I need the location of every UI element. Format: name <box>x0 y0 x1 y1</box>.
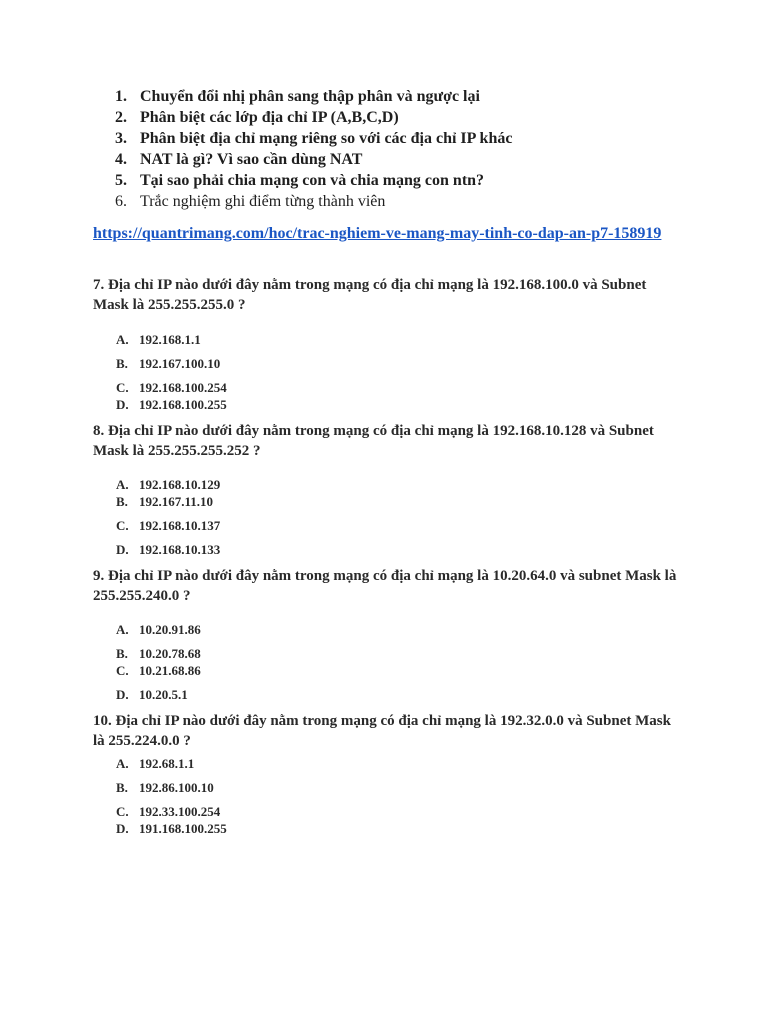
option-letter: A. <box>116 622 129 637</box>
option-d[interactable] <box>116 821 227 837</box>
question-9: 9. Địa chỉ IP nào dưới đây nằm trong mạng có địa chỉ mạng là 10.20.64.0 và subnet Mask là 255.255.240.0 ? <box>93 568 677 604</box>
option-letter: B. <box>116 494 128 509</box>
topic-text: NAT là gì? Vì sao cần dùng NAT <box>140 151 363 168</box>
topic-number: 2. <box>115 109 127 126</box>
option-d[interactable] <box>116 687 188 703</box>
topic-number: 5. <box>115 172 127 189</box>
question-7: 7. Địa chỉ IP nào dưới đây nằm trong mạng có địa chỉ mạng là 192.168.100.0 và Subnet Mask là 255.255.255.0 ? <box>93 277 647 313</box>
option-letter: B. <box>116 646 128 661</box>
option-c[interactable] <box>116 518 220 534</box>
option-letter: D. <box>116 542 129 557</box>
option-letter: C. <box>116 380 129 395</box>
topic-item <box>93 170 713 191</box>
option-value: 191.168.100.255 <box>139 821 227 836</box>
option-value: 192.168.100.254 <box>139 380 227 395</box>
option-value: 10.20.5.1 <box>139 687 188 702</box>
option-c[interactable] <box>116 663 201 679</box>
topic-item <box>93 128 713 149</box>
topic-item <box>93 86 713 107</box>
option-value: 192.167.11.10 <box>139 494 214 509</box>
option-a[interactable] <box>116 756 194 772</box>
topic-number: 4. <box>115 151 127 168</box>
option-c[interactable] <box>116 380 227 396</box>
question-8: 8. Địa chỉ IP nào dưới đây nằm trong mạng có địa chỉ mạng là 192.168.10.128 và Subnet Mask là 255.255.255.252 ? <box>93 423 654 459</box>
topic-text: Tại sao phải chia mạng con và chia mạng con ntn? <box>140 172 485 189</box>
option-a[interactable] <box>116 477 220 493</box>
option-letter: B. <box>116 780 128 795</box>
option-value: 192.68.1.1 <box>139 756 195 771</box>
option-value: 192.168.1.1 <box>139 332 201 347</box>
option-letter: B. <box>116 356 128 371</box>
option-value: 192.167.100.10 <box>139 356 221 371</box>
option-value: 192.168.100.255 <box>139 397 227 412</box>
option-value: 10.21.68.86 <box>139 663 201 678</box>
option-d[interactable] <box>116 397 227 413</box>
option-a[interactable] <box>116 332 201 348</box>
option-c[interactable] <box>116 804 220 820</box>
topic-text: Phân biệt các lớp địa chỉ IP (A,B,C,D) <box>140 109 399 126</box>
option-value: 192.33.100.254 <box>139 804 221 819</box>
option-letter: A. <box>116 477 129 492</box>
option-d[interactable] <box>116 542 220 558</box>
topic-item <box>93 191 713 212</box>
option-value: 10.20.78.68 <box>139 646 201 661</box>
option-letter: A. <box>116 332 129 347</box>
option-b[interactable] <box>116 646 201 662</box>
topic-text: Trắc nghiệm ghi điểm từng thành viên <box>140 193 386 210</box>
option-a[interactable] <box>116 622 201 638</box>
option-letter: C. <box>116 518 129 533</box>
topic-text: Chuyển đổi nhị phân sang thập phân và ngược lại <box>140 88 480 105</box>
option-letter: D. <box>116 397 129 412</box>
question-10: 10. Địa chỉ IP nào dưới đây nằm trong mạng có địa chỉ mạng là 192.32.0.0 và Subnet Mask là 255.224.0.0 ? <box>93 713 671 749</box>
option-value: 192.86.100.10 <box>139 780 214 795</box>
option-value: 192.168.10.137 <box>139 518 221 533</box>
option-letter: C. <box>116 663 129 678</box>
option-value: 192.168.10.129 <box>139 477 221 492</box>
topic-number: 1. <box>115 88 127 105</box>
option-letter: C. <box>116 804 129 819</box>
option-b[interactable] <box>116 356 220 372</box>
option-b[interactable] <box>116 780 214 796</box>
option-value: 192.168.10.133 <box>139 542 221 557</box>
topic-item <box>93 107 713 128</box>
option-letter: D. <box>116 687 129 702</box>
source-link[interactable]: https://quantrimang.com/hoc/trac-nghiem-ve-mang-may-tinh-co-dap-an-p7-158919 <box>93 225 662 242</box>
topic-item <box>93 149 713 170</box>
topic-text: Phân biệt địa chỉ mạng riêng so với các địa chỉ IP khác <box>140 130 513 147</box>
topic-list <box>93 86 713 212</box>
option-value: 10.20.91.86 <box>139 622 201 637</box>
option-letter: A. <box>116 756 129 771</box>
topic-number: 6. <box>115 193 127 210</box>
option-b[interactable] <box>116 494 213 510</box>
option-letter: D. <box>116 821 129 836</box>
topic-number: 3. <box>115 130 127 147</box>
